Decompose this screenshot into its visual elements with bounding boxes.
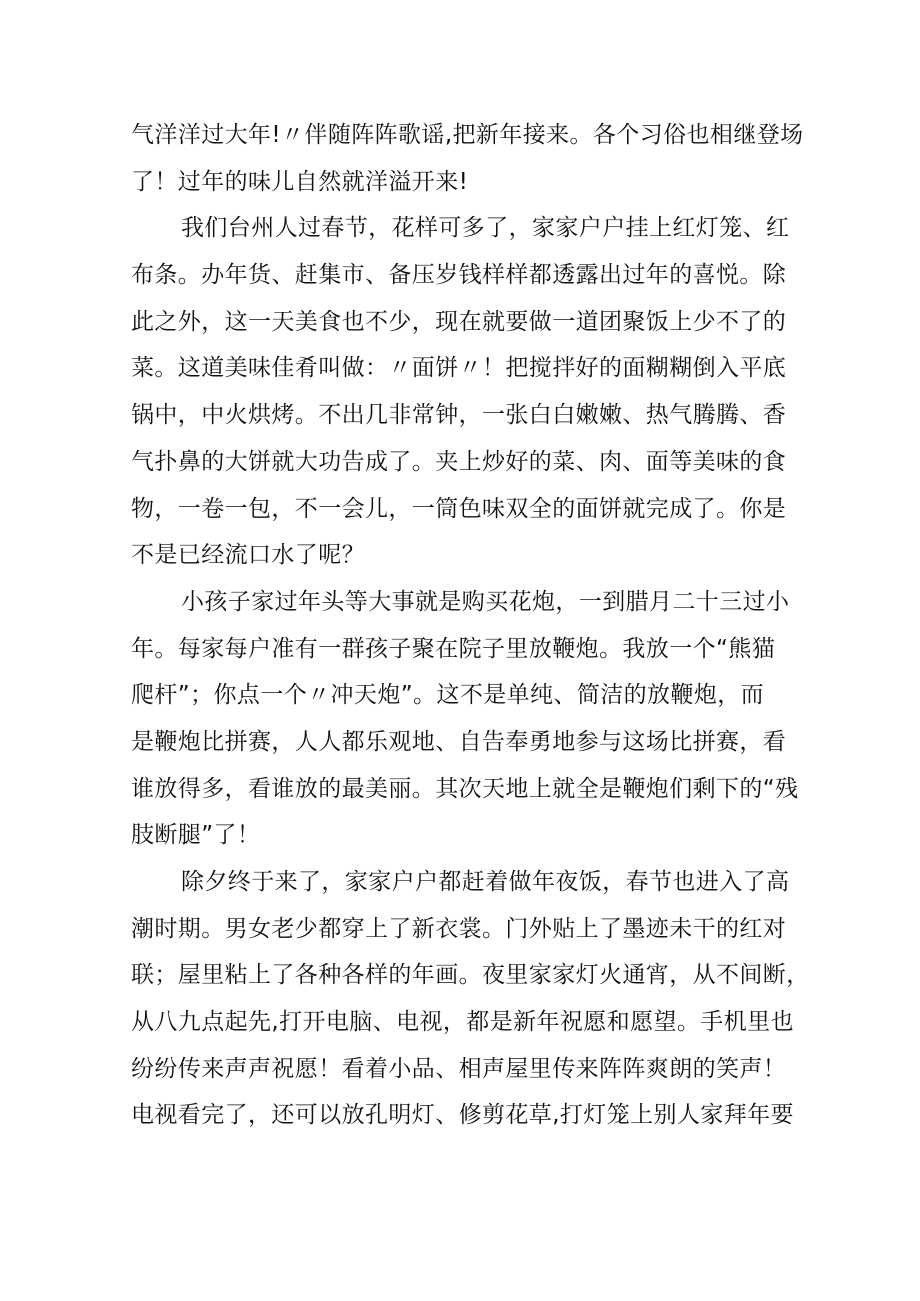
text-line: 电视看完了，还可以放孔明灯、修剪花草,打灯笼上别人家拜年要: [131, 1102, 794, 1129]
text-line: 从八九点起先,打开电脑、电视，都是新年祝愿和愿望。手机里也: [131, 1009, 794, 1036]
text-line: 气扑鼻的大饼就大功告成了。夹上炒好的菜、肉、面等美味的食: [131, 448, 787, 475]
text-line: 气洋洋过大年!〃伴随阵阵歌谣,把新年接来。各个习俗也相继登场: [131, 122, 804, 148]
text-line: 年。每家每户准有一群孩子聚在院子里放鞭炮。我放一个“熊猫: [131, 635, 776, 662]
document-body: [131, 112, 810, 1139]
text-line: 联；屋里粘上了各种各样的年画。夜里家家灯火通宵，从不间断，: [131, 962, 810, 989]
text-line: 小孩子家过年头等大事就是购买花炮，一到腊月二十三过小: [181, 588, 790, 615]
text-line: 菜。这道美味佳肴叫做：〃面饼〃！把搅拌好的面糊糊倒入平底: [131, 355, 787, 382]
text-line: 爬杆”；你点一个〃冲天炮”。这不是单纯、简洁的放鞭炮，而: [131, 682, 765, 709]
paragraph: [131, 859, 810, 1139]
text-line: 是鞭炮比拼赛，人人都乐观地、自告奉勇地参与这场比拼赛，看: [131, 728, 787, 755]
text-line: 此之外，这一天美食也不少，现在就要做一道团聚饭上少不了的: [131, 308, 787, 335]
text-line: 谁放得多，看谁放的最美丽。其次天地上就全是鞭炮们剩下的“残: [131, 775, 799, 802]
text-line: 除夕终于来了，家家户户都赶着做年夜饭，春节也进入了高: [181, 869, 790, 895]
paragraph: [131, 205, 795, 579]
text-line: 布条。办年货、赶集市、备压岁钱样样都透露出过年的喜悦。除: [131, 262, 787, 289]
text-line: 肢断腿”了！: [131, 822, 261, 849]
paragraph: [131, 112, 804, 205]
text-line: 潮时期。男女老少都穿上了新衣裳。门外贴上了墨迹未干的红对: [131, 915, 787, 942]
text-line: 纷纷传来声声祝愿！看着小品、相声屋里传来阵阵爽朗的笑声！: [131, 1055, 787, 1082]
text-line: 不是已经流口水了呢？: [131, 542, 365, 569]
text-line: 锅中，中火烘烤。不出几非常钟，一张白白嫩嫩、热气腾腾、香: [131, 402, 787, 429]
text-line: 物，一卷一包，不一会儿，一筒色味双全的面饼就完成了。你是: [131, 495, 787, 522]
text-line: 了！过年的味儿自然就洋溢开来!: [131, 168, 469, 195]
paragraph: [131, 579, 799, 859]
text-line: 我们台州人过春节，花样可多了，家家户户挂上红灯笼、红: [181, 215, 790, 242]
